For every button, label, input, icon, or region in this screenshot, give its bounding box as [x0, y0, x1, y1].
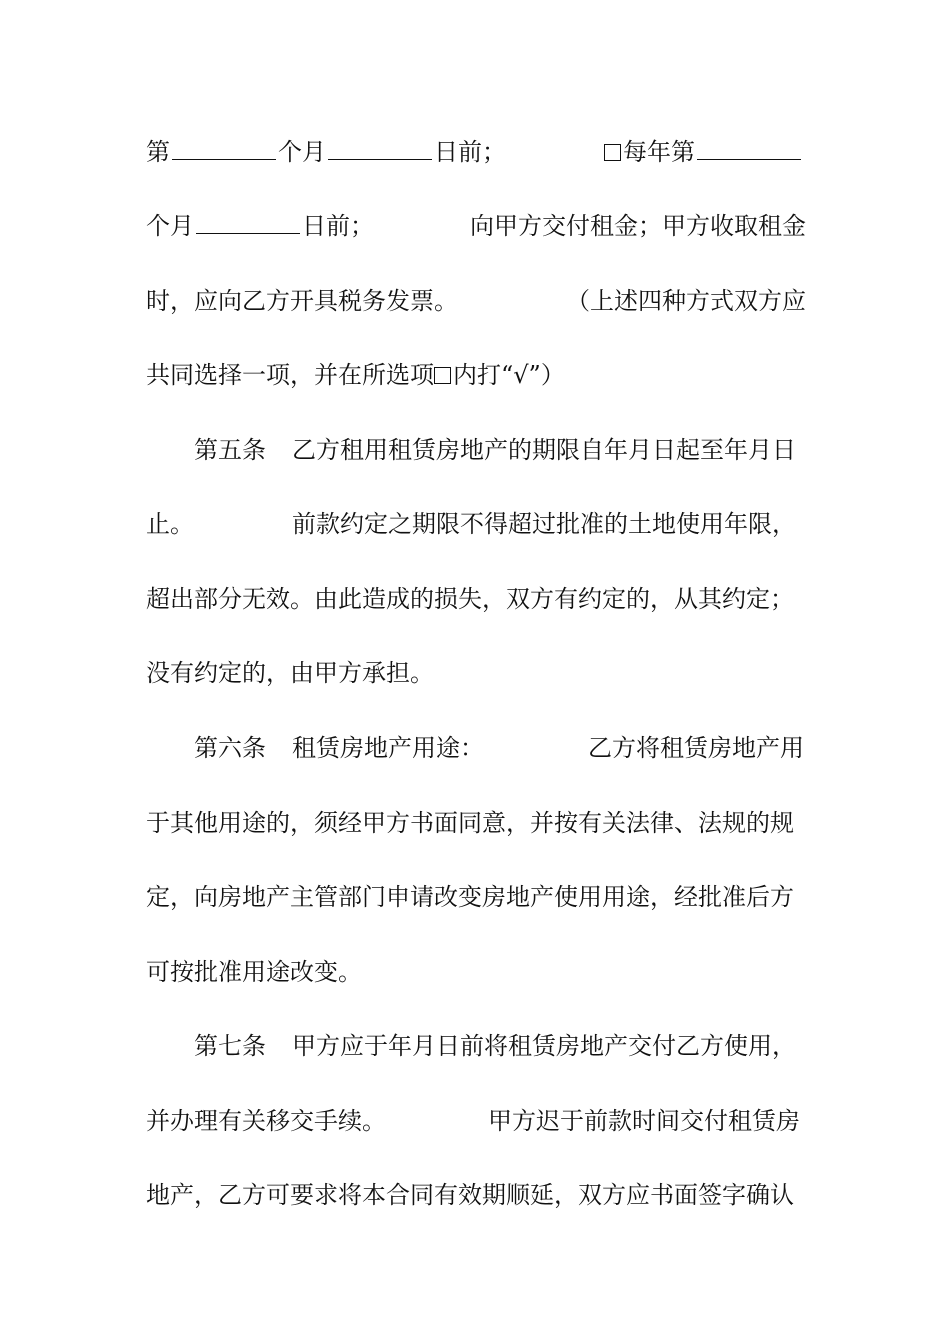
blank-field	[697, 134, 801, 160]
blank-field	[328, 134, 432, 160]
text-line-8: 没有约定的，由甲方承担。	[146, 659, 434, 687]
text-line-12: 可按批准用途改变。	[146, 958, 362, 986]
text-line-2	[146, 206, 806, 246]
text-line-11: 定，向房地产主管部门申请改变房地产使用用途，经批准后方	[146, 883, 794, 911]
text-line-13	[146, 1026, 806, 1066]
text-segment: 向甲方交付租金；甲方收取租金	[470, 212, 806, 240]
text-segment: 乙方租用租赁房地产的期限自年月日起至年月日	[292, 436, 796, 464]
text-segment: 前款约定之期限不得超过批准的土地使用年限，	[292, 510, 796, 538]
text-line-4	[146, 355, 806, 395]
article-number: 第七条	[194, 1032, 266, 1060]
text-segment: 止。	[146, 510, 194, 538]
text-segment: （上述四种方式双方应	[566, 287, 806, 315]
text-segment: 时，应向乙方开具税务发票。	[146, 287, 458, 315]
blank-field	[196, 208, 300, 234]
checkbox-icon	[604, 144, 621, 161]
text-line-14	[146, 1101, 806, 1141]
text-line-6	[146, 504, 806, 544]
text-line-9	[146, 728, 806, 768]
text-segment: 个月	[146, 212, 194, 240]
text-segment: 共同选择一项，并在所选项	[146, 361, 434, 389]
checkbox-icon	[434, 367, 451, 384]
text-segment: 第	[146, 138, 170, 166]
text-line-1	[146, 132, 806, 172]
text-segment: 并办理有关移交手续。	[146, 1107, 386, 1135]
text-segment: 乙方将租赁房地产用	[588, 734, 804, 762]
article-number: 第五条	[194, 436, 266, 464]
text-line-5	[146, 430, 806, 470]
text-segment: 个月	[278, 138, 326, 166]
option-yearly	[604, 132, 803, 172]
text-line-7: 超出部分无效。由此造成的损失，双方有约定的，从其约定；	[146, 585, 794, 613]
text-segment: 日前；	[434, 138, 506, 166]
article-number: 第六条	[194, 734, 266, 762]
blank-field	[172, 134, 276, 160]
text-segment: 每年第	[623, 138, 695, 166]
text-segment: 内打“√”）	[453, 361, 565, 389]
text-line-10: 于其他用途的，须经甲方书面同意，并按有关法律、法规的规	[146, 809, 794, 837]
text-segment: 日前；	[302, 212, 374, 240]
text-segment: 甲方应于年月日前将租赁房地产交付乙方使用，	[292, 1032, 796, 1060]
text-line-3	[146, 281, 806, 321]
text-segment: 甲方迟于前款时间交付租赁房	[488, 1107, 800, 1135]
text-segment: 租赁房地产用途：	[292, 734, 484, 762]
text-line-15: 地产，乙方可要求将本合同有效期顺延，双方应书面签字确认	[146, 1181, 794, 1209]
